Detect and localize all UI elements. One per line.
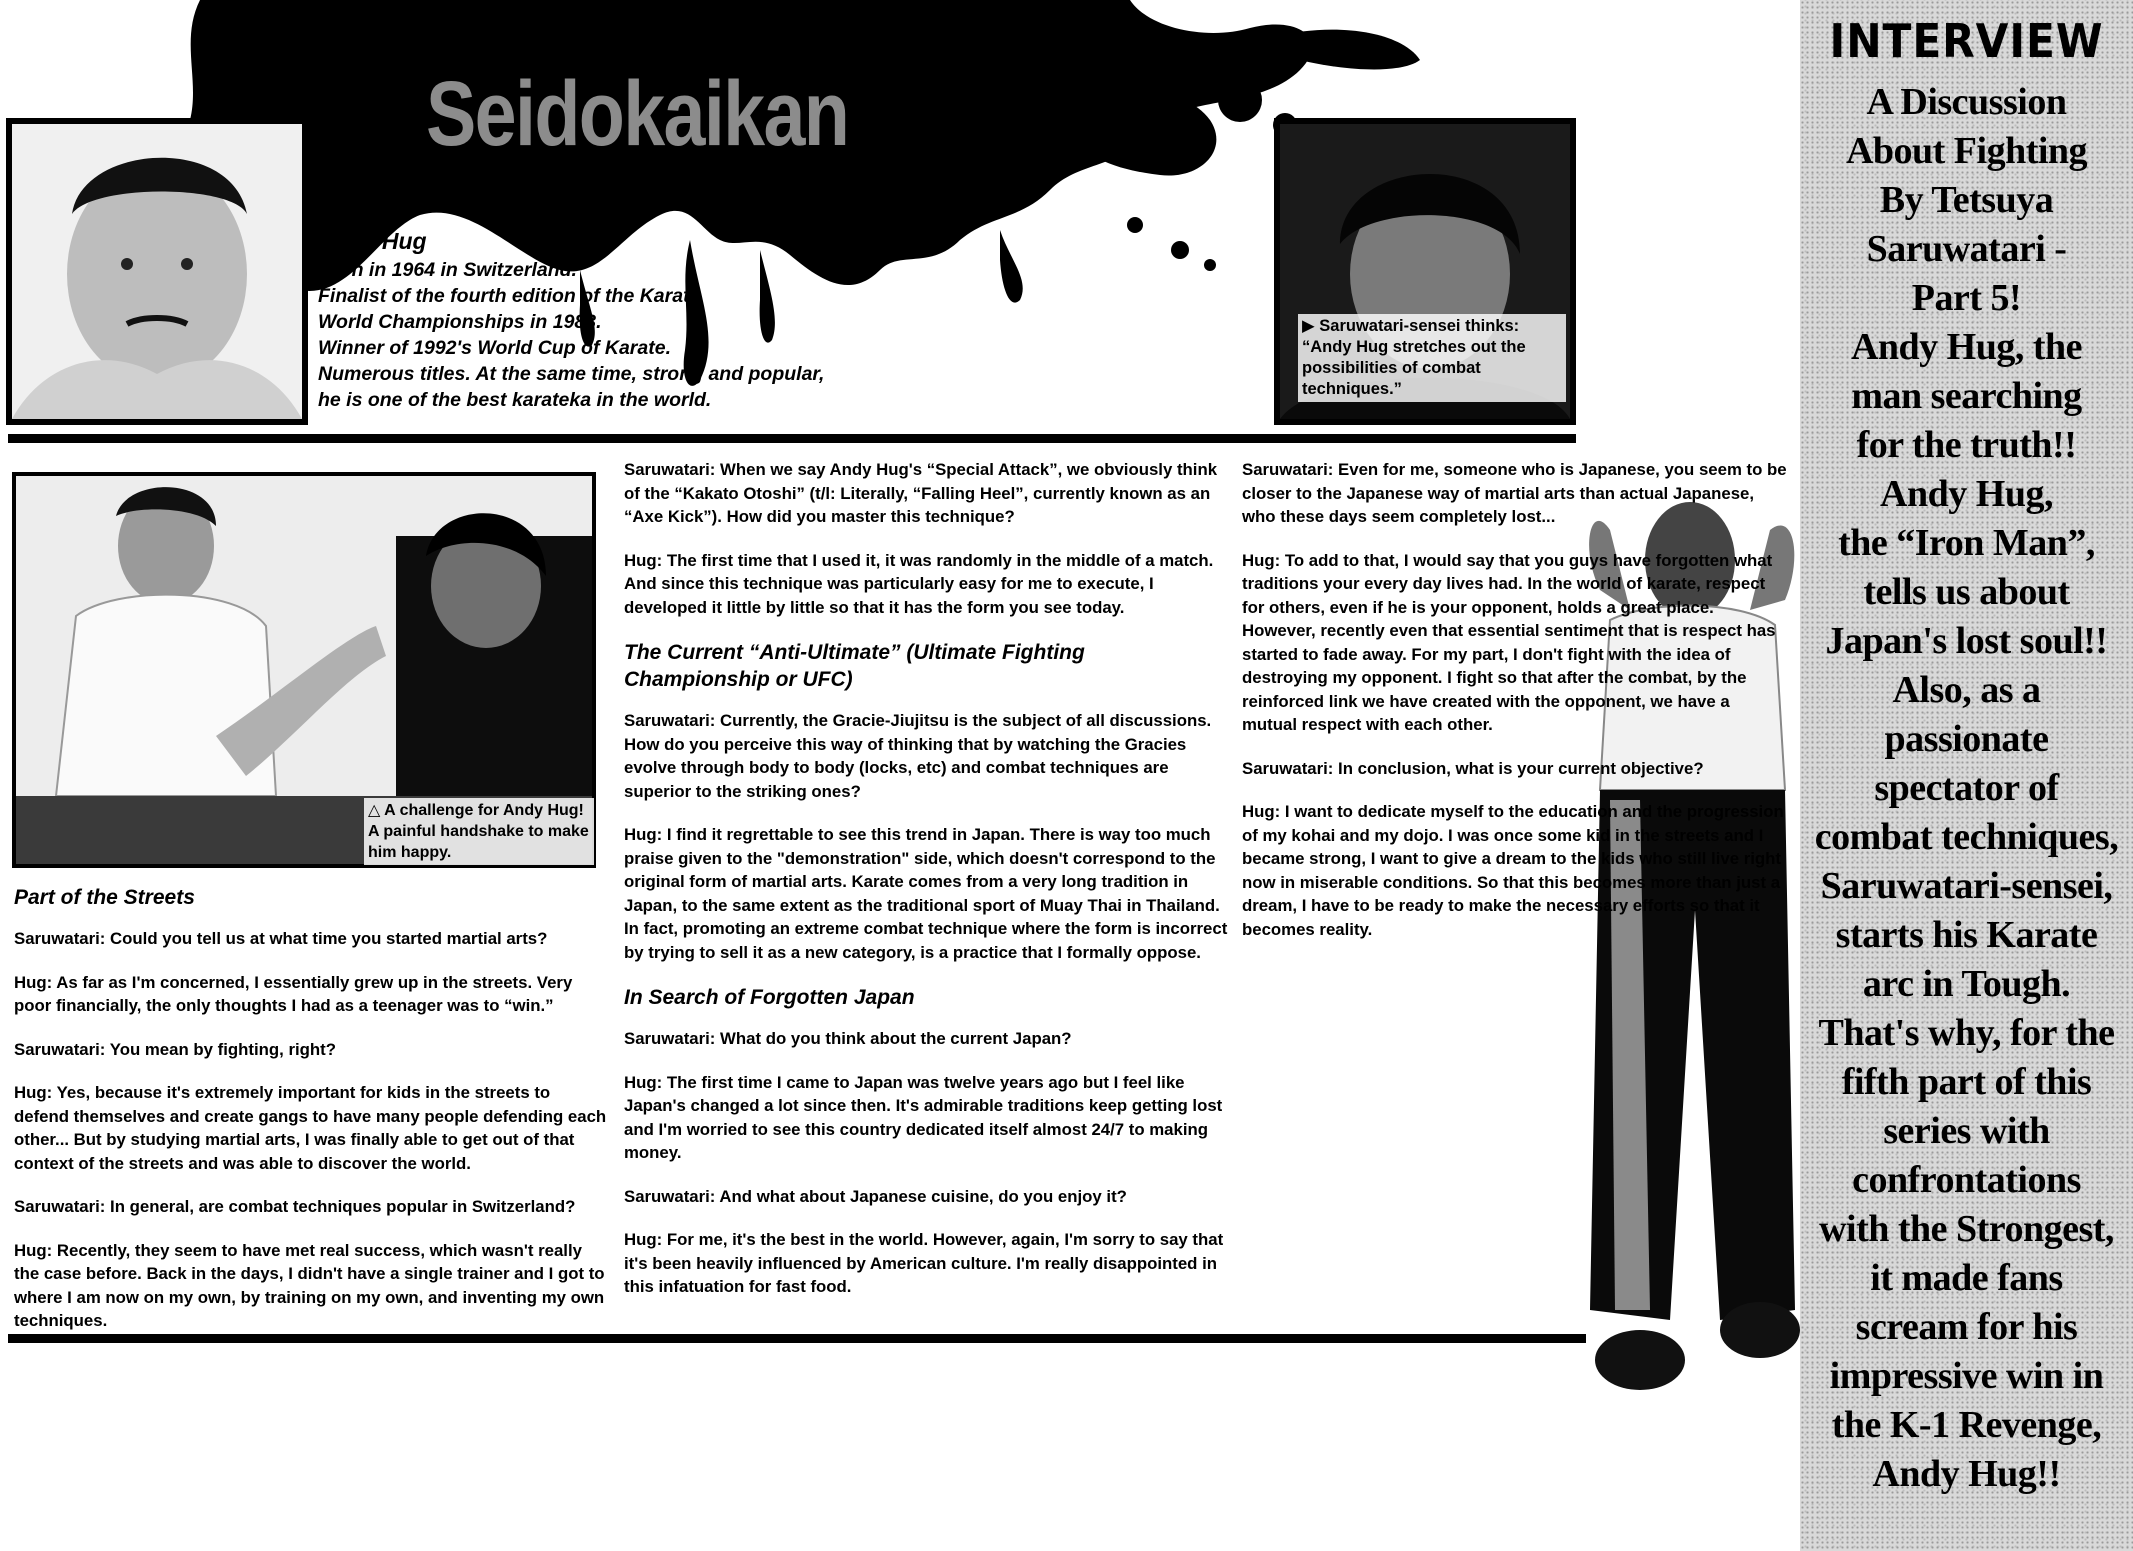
sidebar-line: fifth part of this [1841, 1061, 2092, 1103]
profile-name: Andy Hug [318, 228, 427, 254]
andy-hug-profile [318, 228, 878, 413]
sidebar-line: About Fighting [1845, 130, 2088, 172]
page-title: Seidokaikan [426, 63, 849, 165]
interview-paragraph: Saruwatari: And what about Japanese cuisine, do you enjoy it? [624, 1186, 1127, 1206]
sidebar-line: scream for his [1855, 1306, 2078, 1348]
interview-paragraph: Hug: To add to that, I would say that you guys have forgotten what traditions your every day lives had. In the world of karate, respect for others, even if he is your opponent, holds a great place. However, recently even that essential sentiment that is respect has started to fade away. For my part, I don't fight with the idea of destroying my opponent. I fight so that after the combat, by the reinforced link we have created with the opponent, we have a mutual respect with each other. [1242, 550, 1776, 734]
profile-line: he is one of the best karateka in the world. [318, 389, 712, 411]
column-2 [624, 458, 1236, 1319]
interview-paragraph: Saruwatari: In general, are combat techniques popular in Switzerland? [14, 1197, 576, 1216]
sidebar-line: it made fans [1870, 1257, 2063, 1299]
sidebar-line: Japan's lost soul!! [1825, 620, 2108, 662]
sidebar-line: That's why, for the [1818, 1012, 2115, 1054]
interview-paragraph: Hug: Yes, because it's extremely important for kids in the streets to defend themselves and create gangs to have many people defending each other... But by studying martial arts, I was finally able to get out of that context of the streets and was able to discover the world. [14, 1083, 607, 1173]
sidebar-line: tells us about [1863, 571, 2070, 613]
sidebar-line: starts his Karate [1835, 914, 2098, 956]
andy-hug-portrait-photo [6, 118, 308, 425]
interview-paragraph: Hug: I want to dedicate myself to the education and the progression of my kohai and my dojo. I was once some kid in the streets and I became strong, I want to give a dream to the kids who still live right now in miserable conditions. So that this becomes more than just a dream, I have to be ready to make the necessary efforts so that it becomes reality. [1242, 802, 1784, 939]
column-3 [1242, 458, 1788, 961]
sidebar-line: combat techniques, [1814, 816, 2119, 858]
sidebar-line: Andy Hug!! [1872, 1453, 2061, 1495]
sidebar-line: A Discussion [1866, 81, 2067, 123]
interview-sidebar [1800, 0, 2133, 1551]
interview-paragraph: Hug: The first time I came to Japan was twelve years ago but I feel like Japan's changed a lot since then. It's admirable traditions keep getting lost and I'm worried to see this country dedicated itself almost 24/7 to making money. [624, 1072, 1223, 1162]
interview-paragraph: Hug: For me, it's the best in the world. However, again, I'm sorry to say that it's been heavily influenced by American culture. I'm really disappointed in this infatuation for fast food. [624, 1230, 1224, 1296]
sidebar-line: By Tetsuya [1879, 179, 2054, 221]
sidebar-line: for the truth!! [1856, 424, 2077, 466]
sidebar-line: Saruwatari-sensei, [1820, 865, 2113, 907]
sidebar-line: the “Iron Man”, [1838, 522, 2095, 564]
column-1 [14, 878, 608, 1353]
interview-paragraph: Hug: The first time that I used it, it was randomly in the middle of a match. And since this technique was particularly easy for me to execute, I developed it little by little so that it has the form you see today. [624, 550, 1214, 617]
interview-paragraph: Saruwatari: You mean by fighting, right? [14, 1039, 336, 1059]
interview-paragraph: Saruwatari: When we say Andy Hug's “Special Attack”, we obviously think of the “Kakato Otoshi” (t/l: Literally, “Falling Heel”, currently known as an “Axe Kick”). How did you master this technique? [624, 460, 1218, 526]
sidebar-line: confrontations [1852, 1159, 2081, 1201]
interview-paragraph: Saruwatari: Could you tell us at what time you started martial arts? [14, 929, 548, 948]
interview-paragraph: Saruwatari: In conclusion, what is your current objective? [1242, 758, 1704, 778]
sidebar-text [1806, 78, 2127, 1499]
sidebar-line: Andy Hug, the [1850, 326, 2083, 368]
saruwatari-photo-caption: ▶ Saruwatari-sensei thinks: “Andy Hug stretches out the possibilities of combat techniques.” [1298, 314, 1566, 402]
arm-wrestling-caption: △ A challenge for Andy Hug! A painful handshake to make him happy. [364, 798, 594, 865]
section-heading: In Search of Forgotten Japan [624, 986, 915, 1009]
interview-paragraph: Hug: I find it regrettable to see this trend in Japan. There is way too much praise given to the "demonstration" side, which doesn't correspond to the original form of martial arts. Karate comes from a very long tradition in Japan, to the same extent as the traditional sport of Muay Thai in Thailand. In fact, promoting an extreme combat technique where the form is incorrect by trying to sell it as a new category, is a practice that I formally oppose. [624, 825, 1228, 962]
interview-paragraph: Hug: Recently, they seem to have met real success, which wasn't really the case before. Back in the days, I didn't have a single trainer and I got to where I am now on my own, by training on my own, and inventing my own techniques. [14, 1240, 605, 1330]
interview-paragraph: Hug: As far as I'm concerned, I essentially grew up in the streets. Very poor financially, the only thoughts I had as a teenager was to “win.” [14, 972, 573, 1015]
sidebar-heading: INTERVIEW [1829, 14, 2104, 68]
profile-line: Numerous titles. At the same time, strong and popular, [318, 363, 825, 385]
sidebar-line: spectator of [1874, 767, 2059, 809]
profile-line: Finalist of the fourth edition of the Karate [318, 285, 701, 307]
sidebar-line: Also, as a [1892, 669, 2041, 711]
profile-line: World Championships in 1983. [318, 311, 602, 333]
interview-paragraph: Saruwatari: Currently, the Gracie-Jiujitsu is the subject of all discussions. How do you perceive this way of thinking that by watching the Gracies evolve through body to body (locks, etc) and combat techniques are superior to the striking ones? [624, 711, 1212, 801]
sidebar-line: the K-1 Revenge, [1831, 1404, 2102, 1446]
sidebar-line: man searching [1851, 375, 2082, 417]
interview-paragraph: Saruwatari: Even for me, someone who is Japanese, you seem to be closer to the Japanese way of martial arts than actual Japanese, who these days seem completely lost... [1242, 460, 1787, 526]
sidebar-line: impressive win in [1829, 1355, 2104, 1397]
sidebar-line: Andy Hug, [1880, 473, 2053, 515]
sidebar-line: arc in Tough. [1862, 963, 2071, 1005]
sidebar-line: Part 5! [1911, 277, 2022, 319]
section-heading: The Current “Anti-Ultimate” (Ultimate Fighting Championship or UFC) [624, 641, 1085, 691]
profile-line: Winner of 1992's World Cup of Karate. [318, 337, 671, 359]
interview-paragraph: Saruwatari: What do you think about the current Japan? [624, 1029, 1072, 1048]
sidebar-line: passionate [1884, 718, 2049, 760]
top-divider [8, 434, 1576, 443]
profile-line: Born in 1964 in Switzerland. [318, 259, 577, 281]
sidebar-line: Saruwatari - [1866, 228, 2067, 270]
sidebar-line: with the Strongest, [1819, 1208, 2114, 1250]
section-heading: Part of the Streets [14, 886, 195, 909]
sidebar-line: series with [1883, 1110, 2050, 1152]
